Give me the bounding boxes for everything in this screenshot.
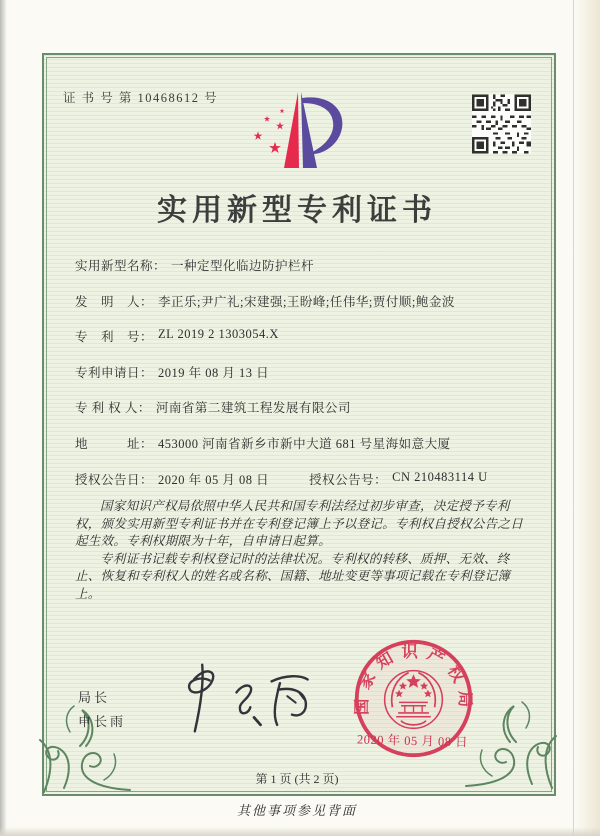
field-value: CN 210483114 U — [392, 469, 488, 484]
scan-edge-right — [573, 0, 600, 836]
field-value: 453000 河南省新乡市新中大道 681 号星海如意大厦 — [158, 436, 451, 451]
signer-block — [78, 686, 126, 734]
signer-name: 申长雨 — [78, 714, 127, 729]
cnipa-logo-icon — [235, 86, 365, 178]
legal-paragraph-2: 专利证书记载专利权登记时的法律状况。专利权的转移、质押、无效、终止、恢复和专利权人的姓名或名称、国籍、地址变更等事项记载在专利登记簿上。 — [75, 551, 511, 601]
field-value: 2019 年 08 月 13 日 — [158, 365, 270, 380]
scan-edge-bottom — [0, 827, 600, 836]
field-label: 授权公告号： — [309, 472, 388, 487]
field-label: 专 利 号： — [75, 330, 154, 345]
certificate-fields — [75, 256, 545, 505]
grant-number-pair — [309, 470, 487, 488]
back-side-note: 其他事项参见背面 — [236, 803, 357, 818]
field-utility-model-name — [75, 256, 545, 292]
field-label: 专 利 权 人： — [75, 401, 151, 416]
field-value: 2020 年 05 月 08 日 — [158, 472, 270, 487]
field-label: 实用新型名称： — [75, 259, 167, 273]
field-value: 一种定型化临边防护栏杆 — [171, 259, 315, 273]
signer-title: 局长 — [78, 690, 111, 705]
signature-shen-changyu — [168, 660, 316, 736]
field-value: 李正乐;尹广礼;宋建强;王盼峰;任伟华;贾付顺;鲍金波 — [158, 294, 455, 309]
field-patentee — [75, 398, 545, 434]
field-patent-number — [75, 327, 545, 363]
legal-text — [75, 498, 527, 603]
certificate-number: 证 书 号 第 10468612 号 — [63, 91, 219, 105]
certificate-title: 实用新型专利证书 — [157, 194, 437, 227]
legal-paragraph-1: 国家知识产权局依照中华人民共和国专利法经过初步审查，决定授予专利权，颁发实用新型专利证书并在专利登记簿上予以登记。专利权自授权公告之日起生效。专利权期限为十年，自申请日起算。 — [75, 499, 524, 548]
field-value: ZL 2019 2 1303054.X — [158, 327, 279, 342]
field-label: 专利申请日： — [75, 365, 154, 380]
field-address — [75, 434, 545, 470]
field-filing-date — [75, 363, 545, 399]
field-label: 地 址： — [75, 436, 154, 451]
seal-agency-text: 国家知识产权局 — [352, 642, 475, 715]
field-label: 授权公告日： — [75, 472, 154, 487]
field-value: 河南省第二建筑工程发展有限公司 — [155, 401, 351, 416]
field-label: 发 明 人： — [75, 294, 154, 309]
scan-edge-left — [0, 0, 7, 836]
seal-date: 2020 年 05 月 08 日 — [356, 732, 469, 750]
page-number: 第 1 页 (共 2 页) — [255, 772, 339, 786]
qr-code — [472, 92, 531, 156]
field-inventors — [75, 292, 545, 328]
